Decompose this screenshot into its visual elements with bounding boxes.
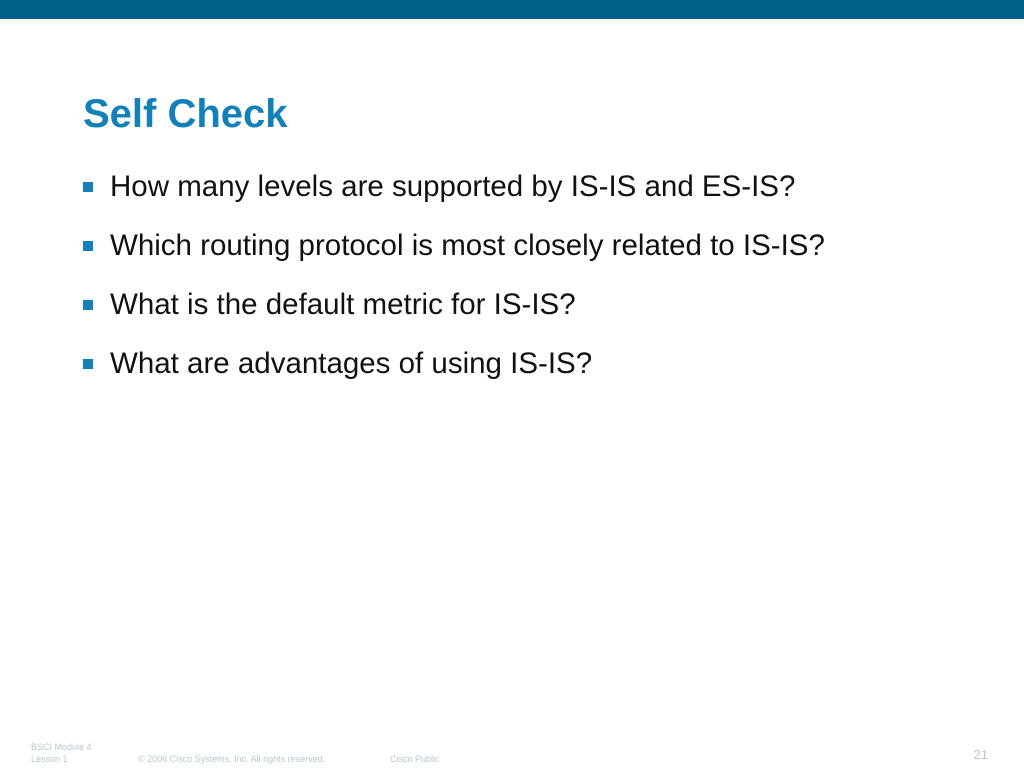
- bullet-text: Which routing protocol is most closely related to IS-IS?: [110, 229, 825, 262]
- bullet-item: [83, 286, 825, 345]
- footer-copyright: © 2006 Cisco Systems, Inc. All rights reserved.: [138, 754, 326, 764]
- footer-classification: Cisco Public: [390, 754, 440, 764]
- footer-module-info: [31, 741, 92, 765]
- bullet-text: What is the default metric for IS-IS?: [110, 288, 576, 321]
- bullet-text: How many levels are supported by IS-IS and ES-IS?: [110, 170, 796, 203]
- square-bullet-icon: [83, 359, 93, 369]
- bullet-item: [83, 227, 825, 286]
- bullet-list: [83, 168, 825, 404]
- bullet-item: [83, 168, 825, 227]
- bullet-item: [83, 345, 825, 404]
- square-bullet-icon: [83, 182, 93, 192]
- bullet-text: What are advantages of using IS-IS?: [110, 347, 593, 380]
- square-bullet-icon: [83, 300, 93, 310]
- square-bullet-icon: [83, 241, 93, 251]
- footer-module: BSCI Module 4: [31, 742, 92, 752]
- page-number: 21: [973, 747, 988, 762]
- top-accent-bar: [0, 0, 1024, 19]
- footer-lesson: Lesson 1: [31, 754, 68, 764]
- slide-title: Self Check: [83, 92, 288, 136]
